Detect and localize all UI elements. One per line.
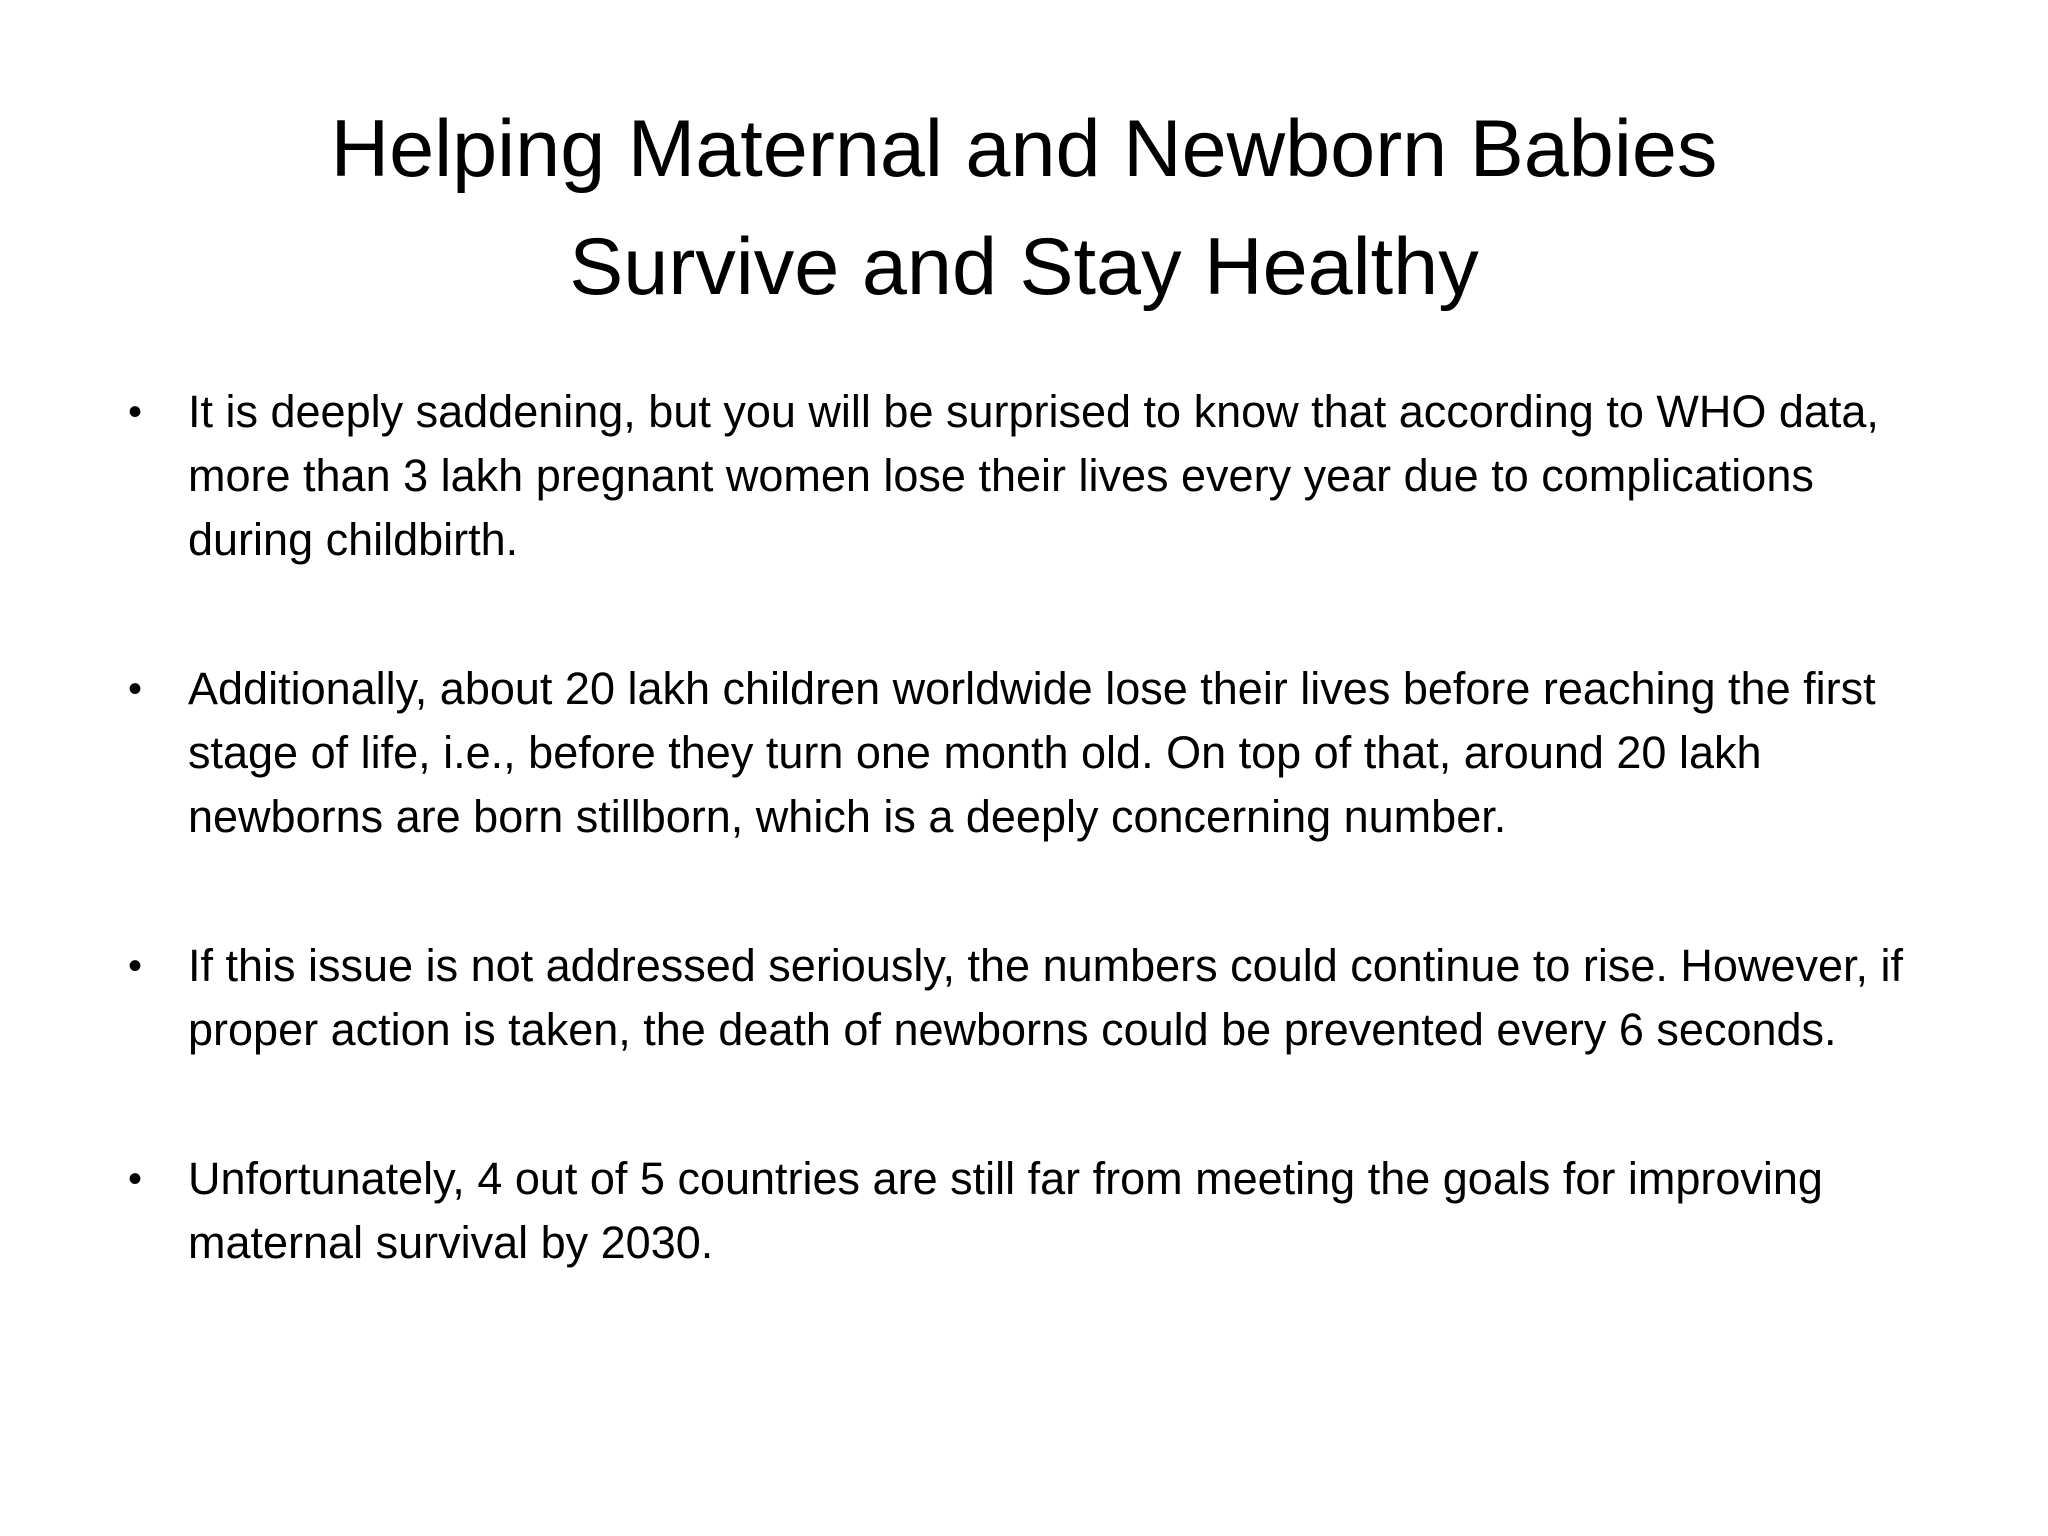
bullet-item — [122, 934, 1942, 1062]
slide-title-line-1: Helping Maternal and Newborn Babies — [330, 104, 1718, 194]
bullet-text: It is deeply saddening, but you will be surprised to know that according to WHO data, more than 3 lakh pregnant women lose their lives every year due to complications during childbirth. — [188, 386, 1879, 565]
bullet-dot-icon: • — [128, 667, 143, 711]
bullet-list — [122, 380, 1942, 1360]
slide-title — [160, 90, 1888, 326]
bullet-text: Additionally, about 20 lakh children worldwide lose their lives before reaching the first stage of life, i.e., before they turn one month old. On top of that, around 20 lakh newborns are born stillborn, which is a deeply concerning number. — [188, 663, 1876, 842]
bullet-text: Unfortunately, 4 out of 5 countries are still far from meeting the goals for improving maternal survival by 2030. — [188, 1153, 1823, 1268]
bullet-dot-icon: • — [128, 1157, 143, 1201]
bullet-item — [122, 657, 1942, 849]
bullet-dot-icon: • — [128, 390, 143, 434]
bullet-item — [122, 380, 1942, 572]
slide-title-line-2: Survive and Stay Healthy — [569, 222, 1479, 312]
bullet-text: If this issue is not addressed seriously, the numbers could continue to rise. However, if proper action is taken, the death of newborns could be prevented every 6 seconds. — [188, 940, 1904, 1055]
bullet-item — [122, 1147, 1942, 1275]
bullet-dot-icon: • — [128, 944, 143, 988]
